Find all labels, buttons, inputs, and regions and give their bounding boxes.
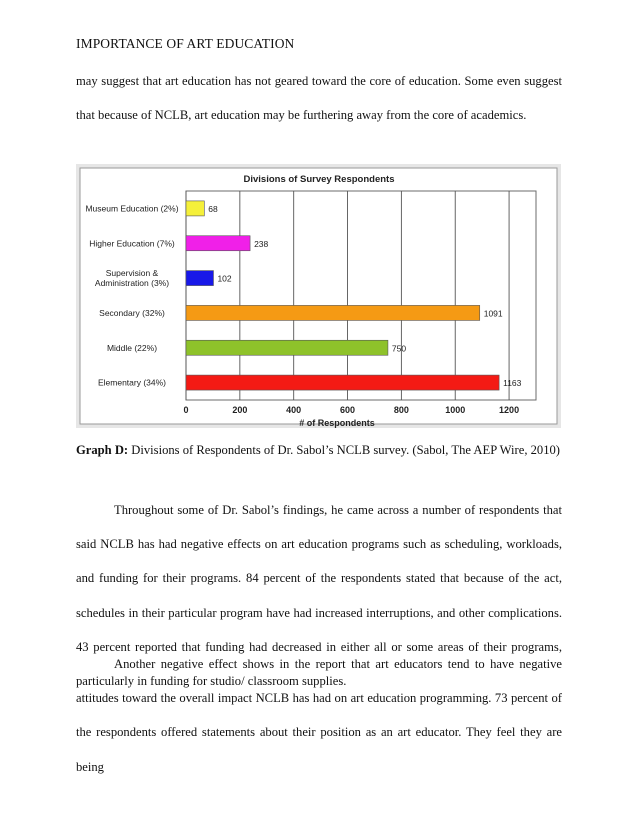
x-tick-label: 200 [232,405,248,415]
x-tick-label: 800 [393,405,409,415]
x-tick-label: 400 [286,405,302,415]
caption-label: Graph D: [76,443,129,457]
survey-chart [76,164,561,428]
bar [186,201,204,216]
category-label: Higher Education (7%) [89,238,175,249]
category-label: Elementary (34%) [97,377,167,388]
x-tick-label: 600 [340,405,356,415]
category-label: Museum Education (2%) [85,203,179,214]
chart-title: Divisions of Survey Respondents [243,174,395,185]
bar [186,236,250,251]
bar [186,271,213,286]
bar-value-label: 68 [208,203,218,214]
bar [186,305,480,320]
paragraph-negative-effect: Another negative effect shows in the report that art educators tend to have negative attitudes toward the overall impact NCLB has had on art education programming. 73 percent of the respondents offered statements about their position as an art educator. They feel they are being [76,657,562,774]
bar-value-label: 1163 [503,378,522,389]
bar [186,340,388,355]
category-label: Supervision & Administration (3%) [94,268,170,289]
bar [186,375,499,390]
bar-value-label: 238 [254,238,269,249]
caption-text: Divisions of Respondents of Dr. Sabol’s NCLB survey. (Sabol, The AEP Wire, 2010) [128,443,560,457]
category-label: Secondary (32%) [99,307,165,318]
paragraph-intro: may suggest that art education has not geared toward the core of education. Some even suggest that because of NCLB, art education may be furthering away from the core of academics. [76,74,562,123]
bar-value-label: 750 [391,343,407,354]
bar-value-label: 1091 [483,308,503,319]
graph-caption [76,443,560,458]
chart-svg [76,164,561,428]
page-header: IMPORTANCE OF ART EDUCATION [76,36,295,51]
category-label: Middle (22%) [106,342,158,353]
bar-value-label: 102 [217,273,232,284]
chart-x-axis-label: # of Respondents [299,418,375,428]
x-tick-label: 0 [183,405,189,415]
paragraph-findings: Throughout some of Dr. Sabol’s findings, he came across a number of respondents that said NCLB has had negative effects on art education programs such as scheduling, workloads, and funding for their programs. 84 percent of the respondents stated that because of the act, schedules in their particular program have had increased interruptions, and other complications. 43 percent reported that funding had decreased in either all or some areas of their programs, particularly in funding for studio/ classroom supplies. [76,503,562,689]
x-tick-label: 1000 [445,405,466,415]
x-tick-label: 1200 [499,405,520,415]
